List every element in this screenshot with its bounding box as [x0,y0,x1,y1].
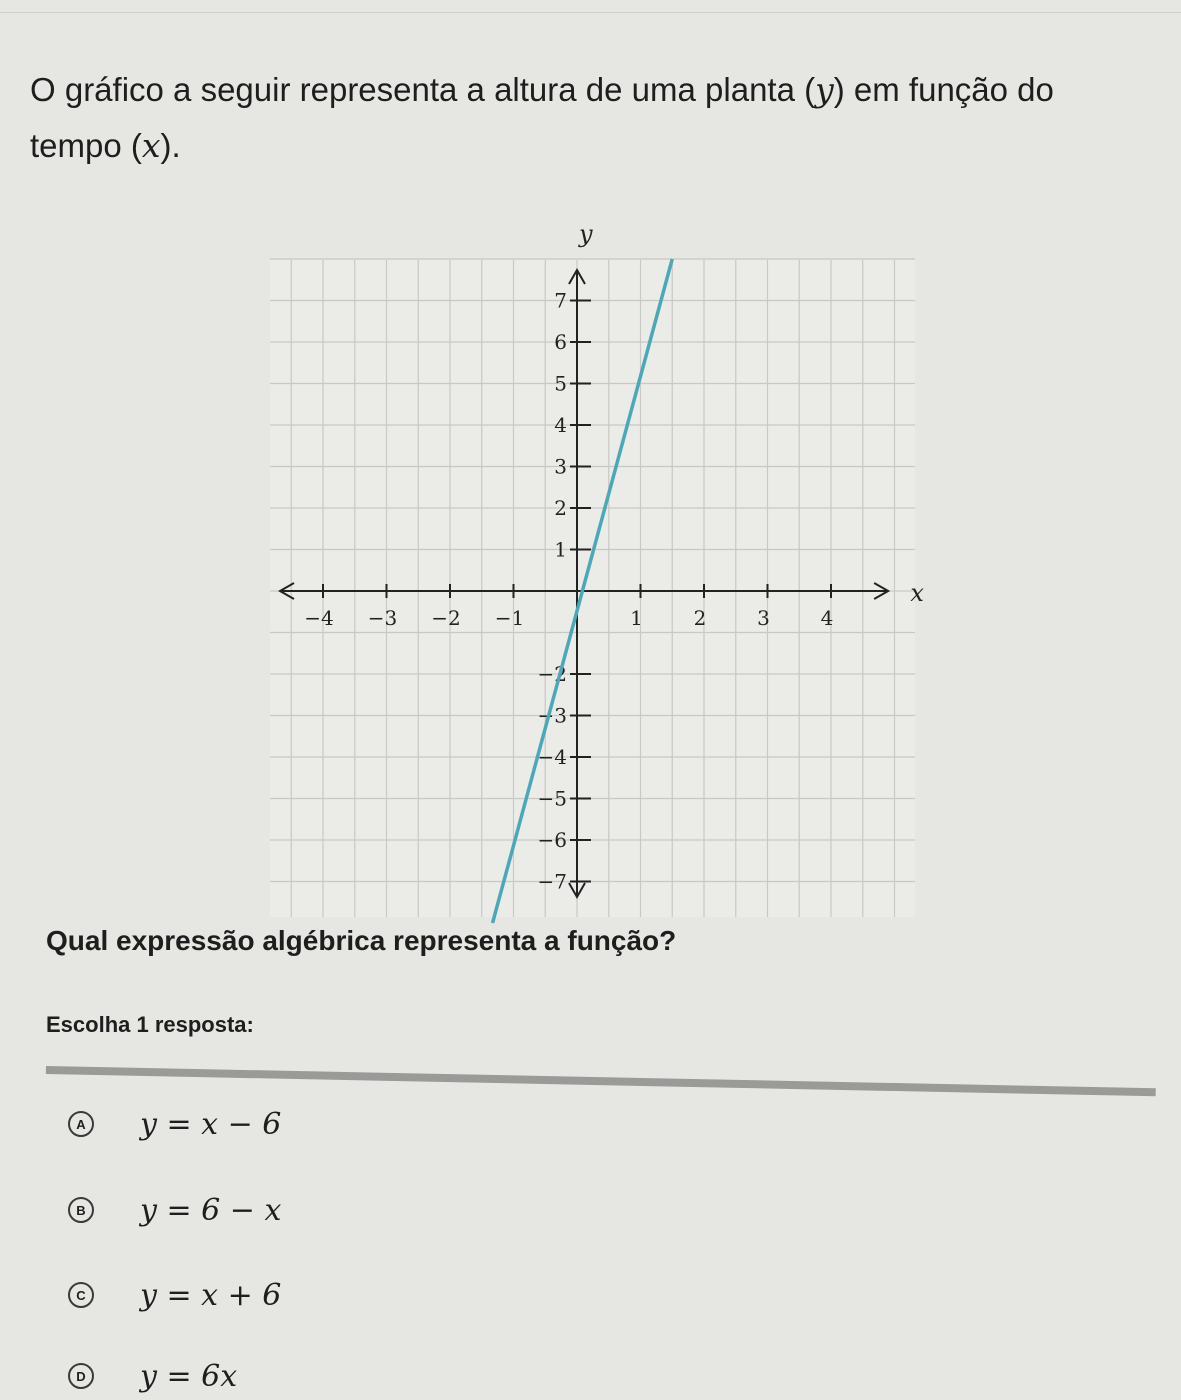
y-tick-label: −2 [537,662,567,686]
y-tick-label: −6 [537,828,567,852]
option-c-text: y = x + 6 [140,1277,282,1313]
option-c-letter-icon: C [68,1282,94,1308]
x-tick-label: 2 [693,606,707,630]
y-tick-label: −3 [537,703,567,728]
question-text-middle: ) em função do tempo ( [30,71,1054,164]
y-tick-label: 6 [554,330,567,354]
y-tick-label: 2 [554,496,567,520]
x-axis-label: x [910,579,924,607]
grid-background [270,260,915,917]
prompt-text: Qual expressão algébrica representa a função? [46,925,677,956]
x-tick-label: −4 [304,606,334,630]
y-tick-label: 5 [554,371,567,396]
y-tick-label: −4 [537,745,567,769]
option-a[interactable] [68,1104,281,1144]
x-tick-label: 1 [630,606,643,630]
options-divider [46,1066,1156,1096]
option-c[interactable] [68,1275,281,1315]
y-tick-label: 3 [554,454,567,479]
option-b-text: y = 6 − x [140,1192,282,1228]
x-tick-label: −2 [431,606,461,630]
option-b-letter-icon: B [68,1197,94,1223]
option-a-text: y = x − 6 [140,1106,282,1142]
y-tick-label: 4 [554,413,567,437]
option-d[interactable] [68,1356,237,1396]
question-var-y: y [815,70,834,109]
question-text-before: O gráfico a seguir representa a altura de uma planta ( [30,71,816,108]
question-var-x: x [141,126,161,165]
question-text-after: ). [160,127,181,164]
option-d-letter-icon: D [68,1363,94,1389]
question-text [30,62,1150,174]
option-b[interactable] [68,1190,281,1230]
top-divider [0,12,1181,13]
option-d-text: y = 6x [140,1358,238,1394]
x-tick-label: 3 [757,606,770,630]
y-tick-label: 7 [554,288,567,313]
function-graph [250,205,950,925]
instruction-text: Escolha 1 resposta: [46,1012,254,1037]
x-tick-label: −3 [367,606,398,630]
option-a-letter-icon: A [68,1111,94,1137]
y-tick-label: 1 [554,537,567,562]
x-tick-label: −1 [494,606,525,630]
y-tick-label: −5 [537,786,567,811]
y-tick-label: −7 [537,869,567,894]
y-axis-label: y [579,220,593,248]
x-tick-label: 4 [820,606,834,630]
